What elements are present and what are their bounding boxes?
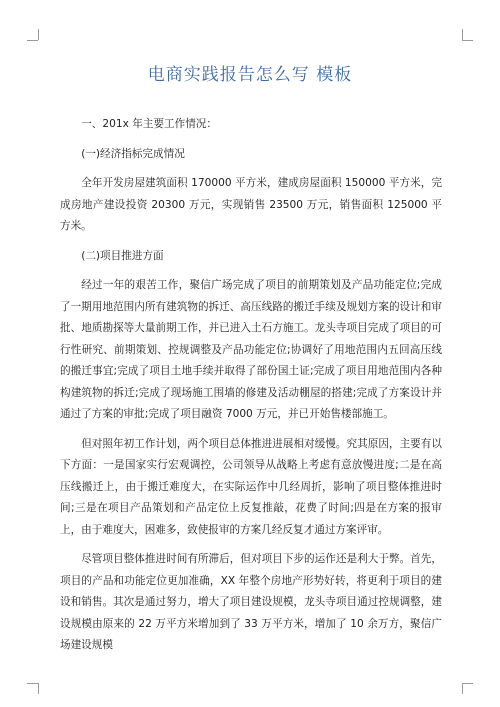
subsection-heading: (二)项目推进方面 bbox=[81, 249, 164, 262]
body-paragraph: 但对照年初工作计划，两个项目总体推进进展相对缓慢。究其原因，主要有以下方面：一是国家实行宏观调控，公司领导从战略上考虑有意放慢进度;二是在高压线搬迁上，由于搬迁难度大，在实际运作中几经周折，影响了项目整体推进时间;三是在项目产品策划和产品定位上反复推敲，花费了时间;四是在方案的报审上，由于难度大，困难多，致使报审的方案几经反复才通过方案评审。 bbox=[60, 437, 442, 536]
crop-mark-bottom-right-h bbox=[462, 683, 473, 684]
subsection-heading: (一)经济指标完成情况 bbox=[81, 147, 185, 160]
body-paragraph: 经过一年的艰苦工作，聚信广场完成了项目的前期策划及产品功能定位;完成了一期用地范围内所有建筑物的拆迁、高压线路的搬迁手续及规划方案的设计和审批、地质勘探等大量前期工作，并已进入土石方施工。龙头寺项目完成了项目的可行性研究、前期策划、控规调整及产品功能定位;协调好了用地范围内五回高压线的搬迁事宜;完成了项目土地手续并取得了部份国土证;完成了项目用地范围内各种构建筑物的拆迁;完成了现场施工围墙的修建及活动棚屋的搭建;完成了方案设计并通过了方案的审批;完成了项目融资 7000 万元，并已开始售楼部施工。 bbox=[60, 279, 442, 420]
section-heading: 一、201x 年主要工作情况： bbox=[81, 118, 217, 130]
body-paragraph: 尽管项目整体推进时间有所滞后，但对项目下步的运作还是利大于弊。首先，项目的产品和功能定位更加准确，XX 年整个房地产形势好转，将更利于项目的建设和销售。其次是通过努力，增大了项目建设规模，龙头寺项目通过控规调整，建设规模由原来的 22 万平方米增加到了 33 万平方米，增加了 10 余万方，聚信广场建设规模 bbox=[60, 553, 442, 651]
document-body bbox=[60, 114, 442, 665]
document-title: 电商实践报告怎么写 模板 bbox=[147, 65, 353, 85]
crop-mark-top-left-h bbox=[27, 40, 38, 41]
body-paragraph: 全年开发房屋建筑面积 170000 平方米，建成房屋面积 150000 平方米，完成房地产建设投资 20300 万元，实现销售 23500 万元，销售面积 125000 平方米。 bbox=[60, 177, 442, 232]
crop-mark-top-right-v bbox=[462, 29, 463, 40]
crop-mark-top-right-h bbox=[462, 40, 473, 41]
crop-mark-bottom-left-v bbox=[38, 683, 39, 694]
crop-mark-top-left-v bbox=[38, 29, 39, 40]
crop-mark-bottom-left-h bbox=[27, 683, 38, 684]
crop-mark-bottom-right-v bbox=[462, 683, 463, 694]
